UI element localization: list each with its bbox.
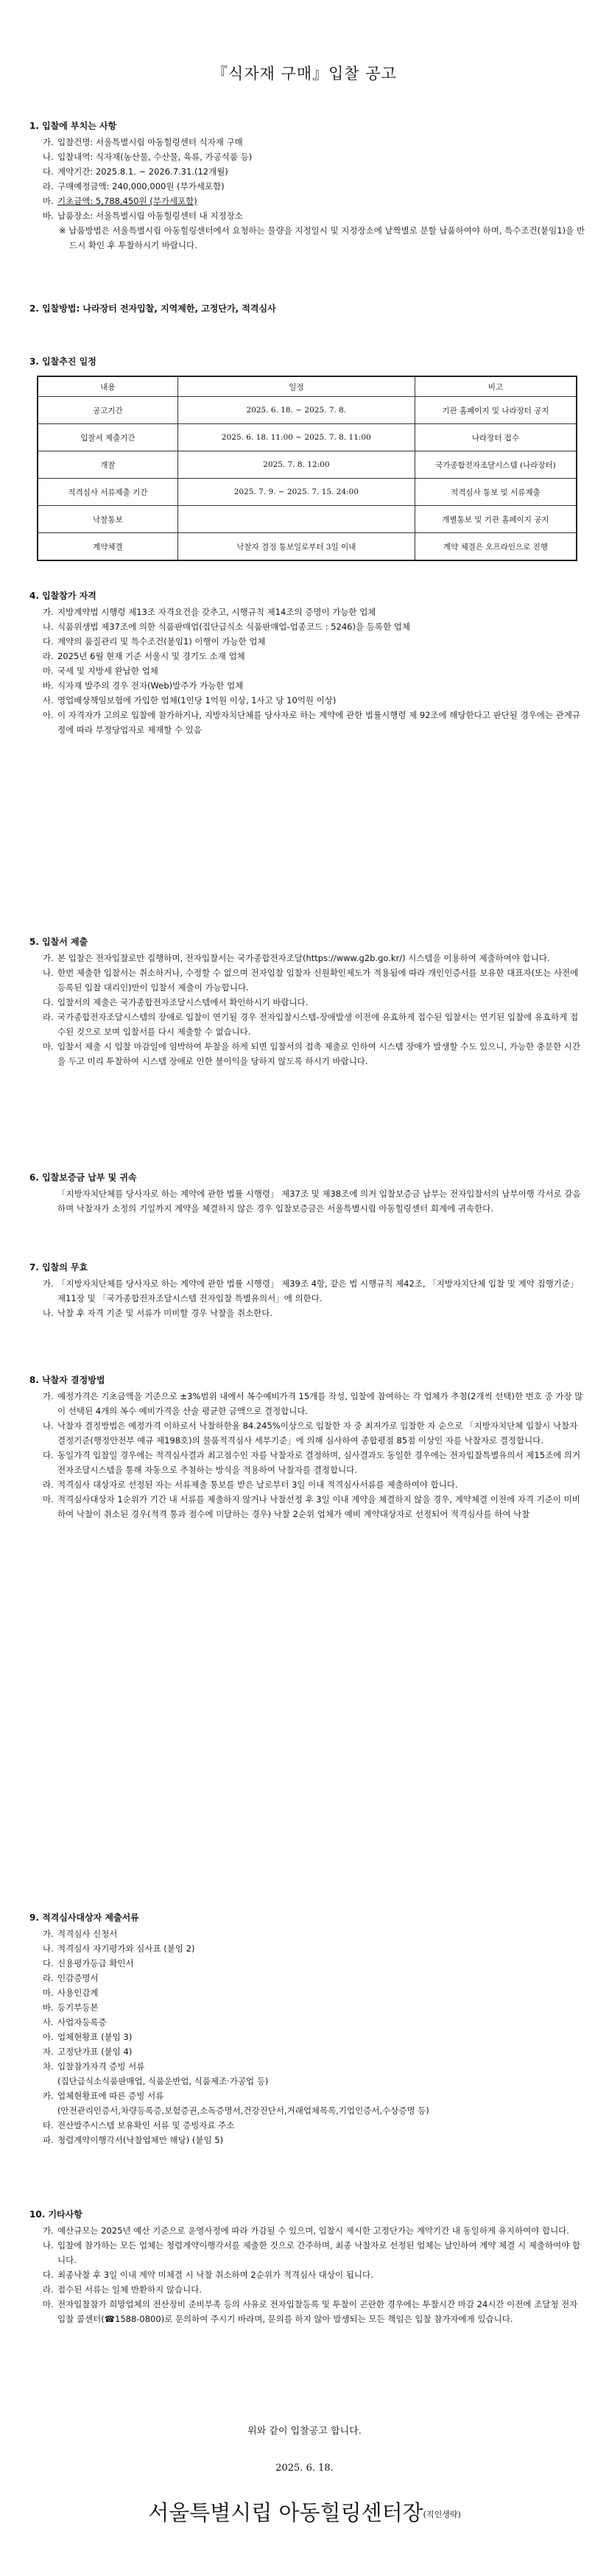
list-item: 마. 사용인감계 xyxy=(43,1988,99,1998)
section-4-list xyxy=(29,605,585,737)
section-3 xyxy=(29,355,585,367)
section-3-heading: 3. 입찰추진 일정 xyxy=(29,356,96,367)
table-header-row xyxy=(38,376,577,397)
section-9-list xyxy=(29,1926,585,2147)
list-item: 가. 입찰건명: 서울특별시립 아동힐링센터 식자재 구매 xyxy=(43,137,243,147)
list-item: 카. 업체현황표에 따른 증빙 서류 xyxy=(43,2091,164,2101)
list-item: 가. 본 입찰은 전자입찰로만 집행하며, 전자입찰서는 국가종합전자조달(https://www.g2b.go.kr/) 시스템을 이용하여 제출하여야 합니다. xyxy=(43,953,550,963)
section-2-heading: 2. 입찰방법: 나라장터 전자입찰, 지역제한, 고정단가, 적격심사 xyxy=(29,303,276,314)
list-item: 나. 적격심사 자기평가와 심사표 (붙임 2) xyxy=(43,1943,195,1954)
list-item: 다. 입찰서의 제출은 국가종합전자조달시스템에서 확인하시기 바랍니다. xyxy=(43,997,309,1007)
list-item: 마. 국세 및 지방세 완납한 업체 xyxy=(43,666,158,676)
section-10 xyxy=(29,2208,585,2326)
list-item: 다. 계약의 품질관리 및 특수조건(붙임1) 이행이 가능한 업체 xyxy=(43,636,266,647)
list-item: 가. 예정가격은 기초금액을 기준으로 ±3%범위 내에서 복수예비가격 15개를 작성, 입찰에 참여하는 각 업체가 추첨(2개씩 선택)한 번호 중 가장 많이 선택된 4개의 복수 예비가격을 산술 평균한 금액으로 결정합니다. xyxy=(43,1391,583,1416)
list-item: 가. 적격심사 신청서 xyxy=(43,1929,118,1939)
list-item: 파. 청렴계약이행각서(낙찰업체만 해당) (붙임 5) xyxy=(43,2135,224,2145)
table-row: 개찰 2025. 7. 8. 12:00 국가종합전자조달시스템 (나라장터) xyxy=(38,451,577,479)
section-8-heading: 8. 낙찰자 결정방법 xyxy=(29,1375,105,1385)
list-item: 나. 한번 제출한 입찰서는 취소하거나, 수정할 수 없으며 전자입찰 입찰자 신원확인제도가 적용됨에 따라 개인인증서를 보유한 대표자(또는 사전에 등록된 입찰 대리인)만이 입찰서 제출이 가능합니다. xyxy=(43,968,579,993)
section-8-list xyxy=(29,1389,585,1521)
issuer-org: 서울특별시립 아동힐링센터장 xyxy=(148,2500,423,2525)
section-1-list xyxy=(29,135,585,223)
section-9 xyxy=(29,1911,585,2147)
list-item: 라. 인감증명서 xyxy=(43,1973,99,1983)
list-item: 마. 기초금액: 5,788,450원 (부가세포함) xyxy=(43,196,197,206)
section-10-list xyxy=(29,2223,585,2326)
list-item: 사. 사업자등록증 xyxy=(43,2017,107,2027)
table-row: 공고기간 2025. 6. 18. ~ 2025. 7. 8. 기관 홈페이지 및 나라장터 공지 xyxy=(38,397,577,424)
list-item: 다. 신용평가등급 확인서 xyxy=(43,1958,134,1968)
section-10-heading: 10. 기타사항 xyxy=(29,2209,82,2220)
list-item: 다. 최종낙찰 후 3일 이내 계약 미체결 시 낙찰 취소하며 2순위가 적격심사 대상이 됩니다. xyxy=(43,2270,373,2280)
list-item: 나. 입찰내역: 식자재(농산물, 수산물, 육류, 가공식품 등) xyxy=(43,152,253,162)
issuer-name xyxy=(0,2496,609,2527)
list-item: 바. 식자재 발주의 경우 전자(Web)발주가 가능한 업체 xyxy=(43,680,244,691)
section-4 xyxy=(29,589,585,737)
page-title: 『식자재 구매』입찰 공고 xyxy=(212,65,397,82)
section-6-heading: 6. 입찰보증금 납부 및 귀속 xyxy=(29,1172,137,1183)
section-7 xyxy=(29,1261,585,1320)
section-6-text: 「지방자치단체를 당사자로 하는 계약에 관한 법률 시행령」 제37조 및 제38조에 의거 입찰보증금 납부는 전자입찰서의 납부이행 각서로 갈음하며 낙찰자가 소정의 기일까지 계약을 체결하지 않은 경우 입찰보증금은 서울특별시립 아동힐링센터 회계에 귀속한다. xyxy=(57,1189,581,1214)
section-6 xyxy=(29,1171,585,1216)
section-5 xyxy=(29,935,585,1069)
list-item: 라. 적격심사 대상자로 선정된 자는 서류제출 통보를 받은 날로부터 3일 이내 적격심사서류를 제출하여야 합니다. xyxy=(43,1479,458,1490)
list-item: 바. 납품장소: 서울특별시립 아동힐링센터 내 지정장소 xyxy=(43,211,243,221)
col-header: 비고 xyxy=(415,376,577,397)
section-7-heading: 7. 입찰의 무효 xyxy=(29,1262,88,1273)
list-item: 라. 국가종합전자조달시스템의 장애로 입찰이 연기될 경우 전자입찰시스템-장애발생 이전에 유효하게 접수된 입찰서는 연기된 입찰에 유효하게 접수된 것으로 보며 입찰서를 다시 제출할 수 없습니다. xyxy=(43,1012,579,1037)
list-item: 차. 입찰참가자격 증빙 서류 xyxy=(43,2061,145,2072)
list-item: 아. 이 자격자가 고의로 입찰에 참가하거나, 지방자치단체를 당사자로 하는 계약에 관한 법률시행령 제 92조에 해당한다고 판단될 경우에는 관계규정에 따라 부정당업자로 제재할 수 있음 xyxy=(43,710,580,735)
base-amount: 기초금액: 5,788,450원 (부가세포함) xyxy=(57,196,197,206)
list-item: 자. 고정단가표 (붙임 4) xyxy=(43,2047,133,2057)
table-row: 적격심사 서류제출 기간 2025. 7. 9. ~ 2025. 7. 15. 24:00 적격심사 통보 및 서류제출 xyxy=(38,479,577,506)
table-row: 계약체결 낙찰자 결정 통보일로부터 3일 이내 계약 체결은 오프라인으로 진행 xyxy=(38,533,577,561)
seal-omitted-note: (직인생략) xyxy=(423,2510,461,2519)
list-item: 가. 「지방자치단체를 당사자로 하는 계약에 관한 법률 시행령」 제39조 4항, 같은 법 시행규칙 제42조, 「지방자치단체 입찰 및 계약 집행기준」 제11장 및 「국가종합전자조달시스템 전자입찰 특별유의서」에 의한다. xyxy=(43,1278,579,1303)
list-item: 마. 적격심사대상자 1순위가 기간 내 서류를 제출하지 않거나 낙찰선정 후 3일 이내 계약을 체결하지 않을 경우, 계약체결 이전에 자격 기준이 미비하여 낙찰이 취소된 경우(적격 통과 점수에 미달하는 경우) 낙찰 2순위 업체가 예비 계약대상자로 선정되어 적격심사를 하여 낙찰 xyxy=(43,1494,580,1519)
list-item: 라. 구매예정금액: 240,000,000원 (부가세포함) xyxy=(43,181,225,191)
list-item: 다. 동일가격 입찰일 경우에는 적격심사결과 최고점수인 자를 낙찰자로 결정하며, 심사결과도 동일한 경우에는 전자입찰특별유의서 제15조에 의거 전자조달시스템을 통해 자동으로 추첨하는 방식을 적용하여 낙찰자를 결정합니다. xyxy=(43,1450,581,1475)
section-8 xyxy=(29,1373,585,1521)
list-item: 아. 업체현황표 (붙임 3) xyxy=(43,2032,133,2042)
section-1 xyxy=(29,119,585,253)
list-item: 마. 입찰서 제출 시 입찰 마감일에 임박하여 투찰을 하게 되면 입찰서의 접촉 제출로 인하여 시스템 장애가 발생할 수도 있으니, 가능한 충분한 시간을 두고 미리 투찰하여 시스템 장애로 인한 불이익을 당하지 않도록 하시기 바랍니다. xyxy=(43,1041,580,1066)
section-2 xyxy=(29,302,585,314)
closing-statement: 위와 같이 입찰공고 합니다. xyxy=(247,2426,362,2437)
list-item: 라. 2025년 6월 현재 기준 서울시 및 경기도 소재 업체 xyxy=(43,651,245,661)
section-7-list xyxy=(29,1276,585,1320)
list-item: (집단급식소식품판매업, 식품운반업, 식품제조·가공업 등) xyxy=(57,2076,269,2086)
section-9-heading: 9. 적격심사대상자 제출서류 xyxy=(29,1912,139,1923)
section-1-heading: 1. 입찰에 부치는 사항 xyxy=(29,121,117,131)
list-item: 가. 예산규모는 2025년 예산 기준으로 운영사정에 따라 가감될 수 있으며, 입찰시 제시한 고정단가는 계약기간 내 동일하게 유지하여야 합니다. xyxy=(43,2225,569,2236)
list-item: 마. 전자입찰참가 희망업체의 전산장비 준비부족 등의 사유로 전자입찰등록 및 투찰이 곤란한 경우에는 투찰시간 마감 24시간 이전에 조달청 전자입찰 콜센터(☎1588-0800)로 문의하여 주시기 바라며, 문의를 하지 않아 발생되는 모든 책임은 입찰 참가자에게 있습니다. xyxy=(43,2299,578,2324)
section-5-list xyxy=(29,951,585,1069)
list-item: 나. 낙찰자 결정방법은 예정가격 이하로서 낙찰하한율 84.245%이상으로 입찰한 자 중 최저가로 입찰한 자 순으로 「지방자치단체 입찰시 낙찰자 결정기준(행정안전부 예규 제198호)의 물품적격심사 세부기준」에 의해 심사하여 종합평점 85점 이상인 자를 낙찰자로 결정합니다. xyxy=(43,1421,578,1446)
list-item: 나. 식품위생법 제37조에 의한 식품판매업(집단급식소 식품판매업-업종코드 : 5246)을 등록한 업체 xyxy=(43,622,410,632)
list-item: 다. 계약기간: 2025.8.1. ~ 2026.7.31.(12개월) xyxy=(43,166,228,177)
section-5-heading: 5. 입찰서 제출 xyxy=(29,937,88,947)
delivery-note: ※ 납품방법은 서울특별시립 아동힐링센터에서 요청하는 물량을 지정일시 및 지정장소에 낱짝별로 분할 납품하여야 하며, 특수조건(붙임1)을 반드시 확인 후 투찰하시기 바랍니다. xyxy=(59,225,585,250)
list-item: 나. 낙찰 후 자격 기준 및 서류가 미비할 경우 낙찰을 취소한다. xyxy=(43,1308,273,1318)
table-row: 입찰서 제출기간 2025. 6. 18. 11:00 ~ 2025. 7. 8. 11:00 나라장터 접수 xyxy=(38,424,577,451)
list-item: 타. 전산발주시스템 보유확인 서류 및 증빙자료 주소 xyxy=(43,2120,235,2130)
list-item: 가. 지방계약법 시행령 제13조 자격요건을 갖추고, 시행규칙 제14조의 증명이 가능한 업체 xyxy=(43,607,376,617)
list-item: (안전관리인증서,차량등록증,보험증권,소독증명서,건강진단서,거래업체목록,기업인증서,수상증명 등) xyxy=(57,2105,429,2116)
section-4-heading: 4. 입찰참가 자격 xyxy=(29,591,96,601)
list-item: 사. 영업배상책임보험에 가입한 업체(1인당 1억원 이상, 1사고 당 10억원 이상) xyxy=(43,695,337,705)
announcement-date: 2025. 6. 18. xyxy=(275,2463,334,2474)
col-header: 일정 xyxy=(177,376,415,397)
table-row: 낙찰통보 개별통보 및 기관 홈페이지 공지 xyxy=(38,506,577,533)
col-header: 내용 xyxy=(38,376,177,397)
schedule-table xyxy=(37,376,577,561)
list-item: 라. 접수된 서류는 일체 반환하지 않습니다. xyxy=(43,2284,203,2295)
list-item: 바. 등기부등본 xyxy=(43,2002,99,2013)
list-item: 나. 입찰에 참가하는 모든 업체는 청렴계약이행각서를 제출한 것으로 간주하며, 최종 낙찰자로 선정된 업체는 날인하여 계약 체결 시 제출하여야 합니다. xyxy=(43,2240,581,2265)
